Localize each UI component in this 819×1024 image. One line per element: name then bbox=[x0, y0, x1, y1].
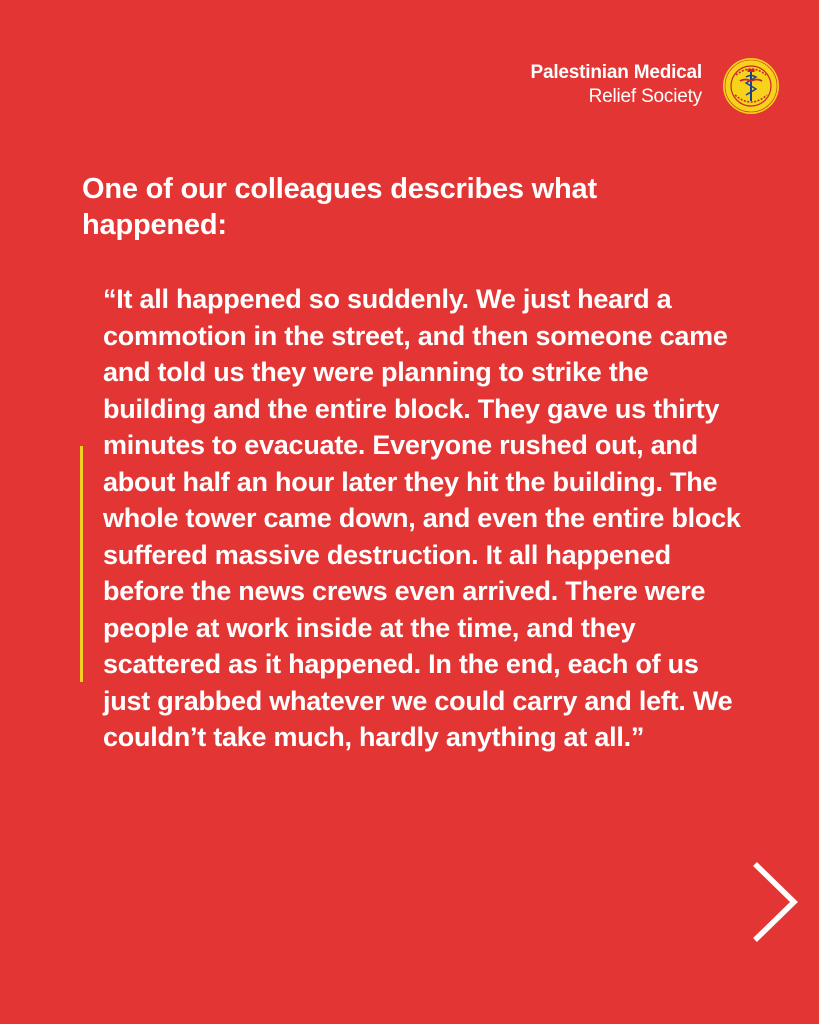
brand-name-line2: Relief Society bbox=[588, 86, 702, 107]
chevron-right-icon[interactable] bbox=[746, 858, 802, 946]
headline: One of our colleagues describes what happened: bbox=[82, 173, 597, 241]
brand-name bbox=[531, 61, 703, 109]
testimony-quote: “It all happened so suddenly. We just heard a commotion in the street, and then someone came and told us they were planning to strike the building and the entire block. They gave us thirty minutes to evacuate. Everyone rushed out, and about half an hour later they hit the building. The whole tower came down, and even the entire block suffered massive destruction. It all happened before the news crews even arrived. There were people at work inside at the time, and they scattered as it happened. In the end, each of us just grabbed whatever we could carry and left. We couldn’t take much, hardly anything at all.” bbox=[103, 284, 741, 752]
pmrs-logo bbox=[722, 57, 780, 115]
quote-accent-bar bbox=[80, 446, 83, 682]
brand-name-line1: Palestinian Medical bbox=[530, 62, 702, 83]
